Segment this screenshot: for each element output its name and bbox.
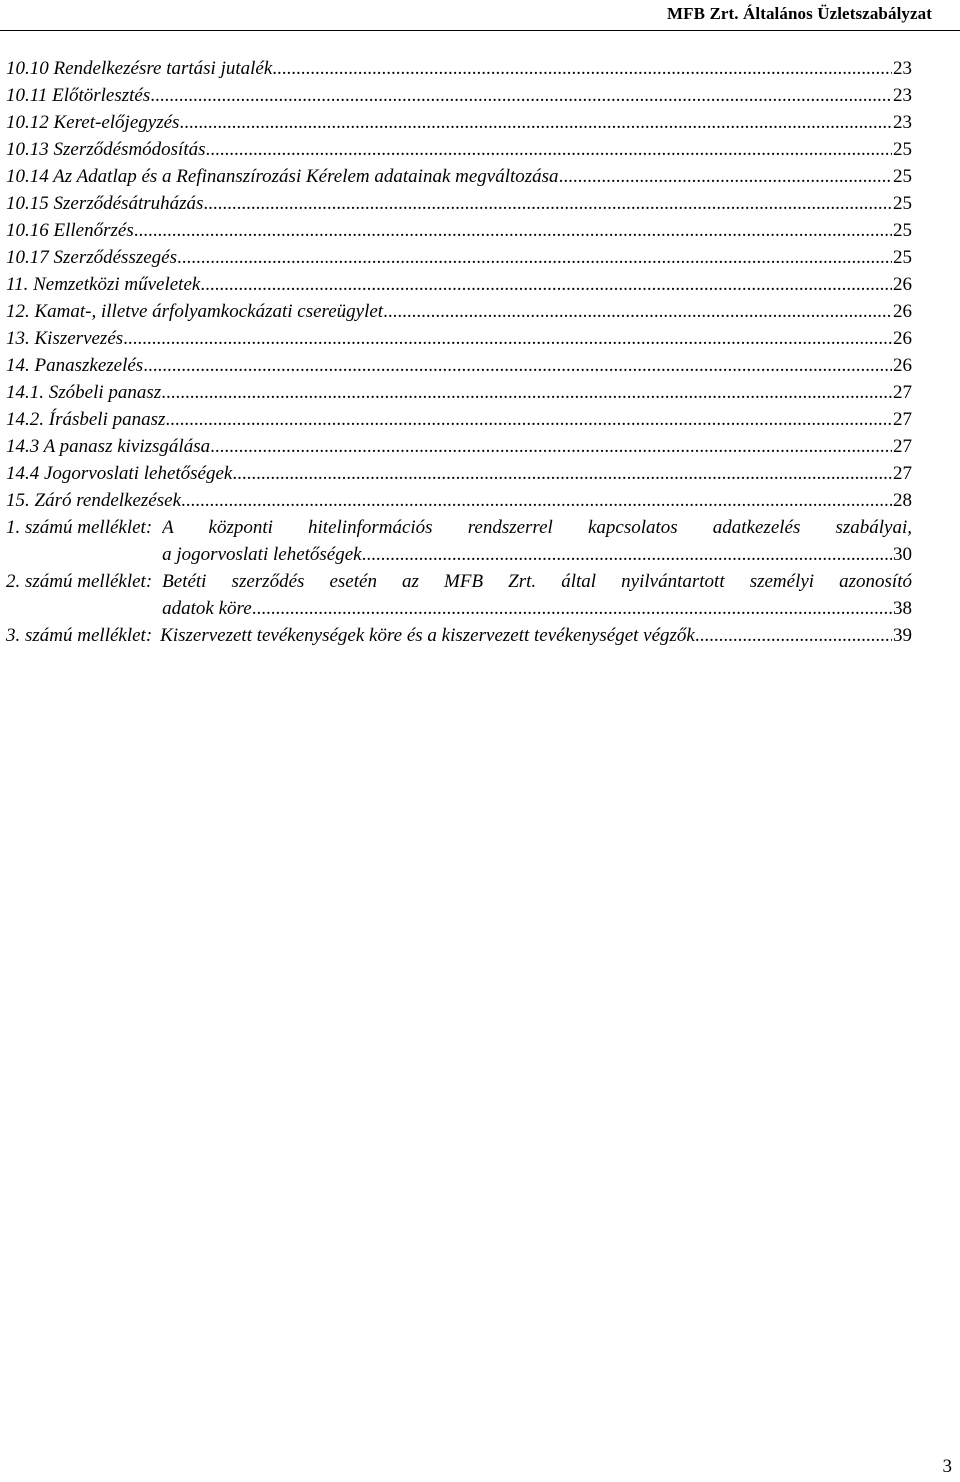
- toc-leader-dots: [150, 82, 892, 109]
- annex-title-line1: A központi hitelinformációs rendszerrel kapcsolatos adatkezelés szabályai,: [162, 517, 912, 538]
- toc-entry-title: 10.17 Szerződésszegés: [6, 247, 177, 268]
- annex-prefix: 2. számú melléklet:: [6, 571, 153, 592]
- toc-leader-dots: [181, 487, 892, 514]
- toc-leader-dots: [695, 622, 892, 649]
- toc-leader-dots: [203, 190, 892, 217]
- toc-entry[interactable]: [6, 379, 912, 406]
- toc-leader-dots: [179, 109, 892, 136]
- toc-leader-dots: [559, 163, 892, 190]
- toc-entry[interactable]: [6, 109, 912, 136]
- toc-leader-dots: [252, 595, 892, 622]
- toc-entry[interactable]: [6, 460, 912, 487]
- toc-entry-title: 14.2. Írásbeli panasz: [6, 409, 166, 430]
- toc-leader-dots: [165, 406, 892, 433]
- toc-entry-title: 10.10 Rendelkezésre tartási jutalék: [6, 58, 273, 79]
- toc-leader-dots: [177, 244, 892, 271]
- running-header: MFB Zrt. Általános Üzletszabályzat: [667, 4, 932, 23]
- toc-entry-page: 28: [893, 490, 912, 511]
- toc-entry-page: 25: [893, 220, 912, 241]
- annex-title-line1: Kiszervezett tevékenységek köre és a kiszervezett tevékenységet végzők: [160, 625, 695, 646]
- annex-title-line2: a jogorvoslati lehetőségek: [162, 544, 362, 565]
- toc-entry[interactable]: [6, 352, 912, 379]
- toc-entry-title: 14. Panaszkezelés: [6, 355, 144, 376]
- toc-entry[interactable]: [6, 190, 912, 217]
- toc-annex-entry[interactable]: [6, 514, 912, 568]
- toc-entry-page: 26: [893, 328, 912, 349]
- toc-entry[interactable]: [6, 271, 912, 298]
- toc-leader-dots: [123, 325, 892, 352]
- toc-leader-dots: [143, 352, 892, 379]
- toc-entry-page: 25: [893, 193, 912, 214]
- toc-entry-title: 14.4 Jogorvoslati lehetőségek: [6, 463, 233, 484]
- toc-entry-page: 25: [893, 166, 912, 187]
- toc-entry-title: 14.1. Szóbeli panasz: [6, 382, 162, 403]
- toc-entry-title: 14.3 A panasz kivizsgálása: [6, 436, 211, 457]
- toc-entry-page: 27: [893, 409, 912, 430]
- toc-entry-title: 12. Kamat-, illetve árfolyamkockázati csereügylet: [6, 301, 384, 322]
- toc-entry-title: 11. Nemzetközi műveletek: [6, 274, 201, 295]
- toc-entry-title: 10.12 Keret-előjegyzés: [6, 112, 180, 133]
- toc-entry-page: 25: [893, 139, 912, 160]
- toc-entry-page: 26: [893, 274, 912, 295]
- toc-annex-entry[interactable]: [6, 622, 912, 649]
- toc-leader-dots: [200, 271, 892, 298]
- toc-leader-dots: [161, 379, 892, 406]
- toc-entry-page: 27: [893, 463, 912, 484]
- toc-leader-dots: [232, 460, 892, 487]
- toc-leader-dots: [272, 55, 892, 82]
- toc-entry-page: 39: [893, 625, 912, 646]
- toc-entry-page: 23: [893, 85, 912, 106]
- toc-entry-page: 26: [893, 355, 912, 376]
- toc-leader-dots: [210, 433, 892, 460]
- toc-entry[interactable]: [6, 82, 912, 109]
- toc-entry[interactable]: [6, 55, 912, 82]
- toc-entry-title: 10.11 Előtörlesztés: [6, 85, 151, 106]
- header-rule: [0, 30, 960, 31]
- annex-prefix: 3. számú melléklet:: [6, 625, 153, 646]
- toc-entry[interactable]: [6, 136, 912, 163]
- toc-entry-page: 27: [893, 436, 912, 457]
- toc-entry-title: 13. Kiszervezés: [6, 328, 124, 349]
- toc-entry[interactable]: [6, 298, 912, 325]
- toc-entry[interactable]: [6, 244, 912, 271]
- toc-entry-page: 23: [893, 112, 912, 133]
- toc-entry-title: 10.14 Az Adatlap és a Refinanszírozási Kérelem adatainak megváltozása: [6, 166, 559, 187]
- annex-title-line2: adatok köre: [162, 598, 252, 619]
- toc-leader-dots: [134, 217, 892, 244]
- toc-entry-page: 30: [893, 544, 912, 565]
- toc-entry[interactable]: [6, 163, 912, 190]
- toc-entry[interactable]: [6, 433, 912, 460]
- toc-entry-title: 10.16 Ellenőrzés: [6, 220, 134, 241]
- toc-leader-dots: [362, 541, 892, 568]
- toc-entry[interactable]: [6, 325, 912, 352]
- annex-title-line1: Betéti szerződés esetén az MFB Zrt. által nyilvántartott személyi azonosító: [162, 571, 912, 592]
- toc-entry-page: 25: [893, 247, 912, 268]
- toc-entry-page: 38: [893, 598, 912, 619]
- toc-leader-dots: [383, 298, 892, 325]
- toc-leader-dots: [206, 136, 892, 163]
- toc-entry-title: 15. Záró rendelkezések: [6, 490, 181, 511]
- toc-entry-page: 27: [893, 382, 912, 403]
- toc-annex-entry[interactable]: [6, 568, 912, 622]
- toc-entry-title: 10.15 Szerződésátruházás: [6, 193, 204, 214]
- toc-entry-title: 10.13 Szerződésmódosítás: [6, 139, 206, 160]
- toc-entry-page: 23: [893, 58, 912, 79]
- toc-entry[interactable]: [6, 406, 912, 433]
- toc-entry[interactable]: [6, 217, 912, 244]
- page-number: 3: [942, 1456, 952, 1477]
- toc-entry-page: 26: [893, 301, 912, 322]
- toc-entry[interactable]: [6, 487, 912, 514]
- table-of-contents: [6, 55, 912, 649]
- annex-prefix: 1. számú melléklet:: [6, 517, 153, 538]
